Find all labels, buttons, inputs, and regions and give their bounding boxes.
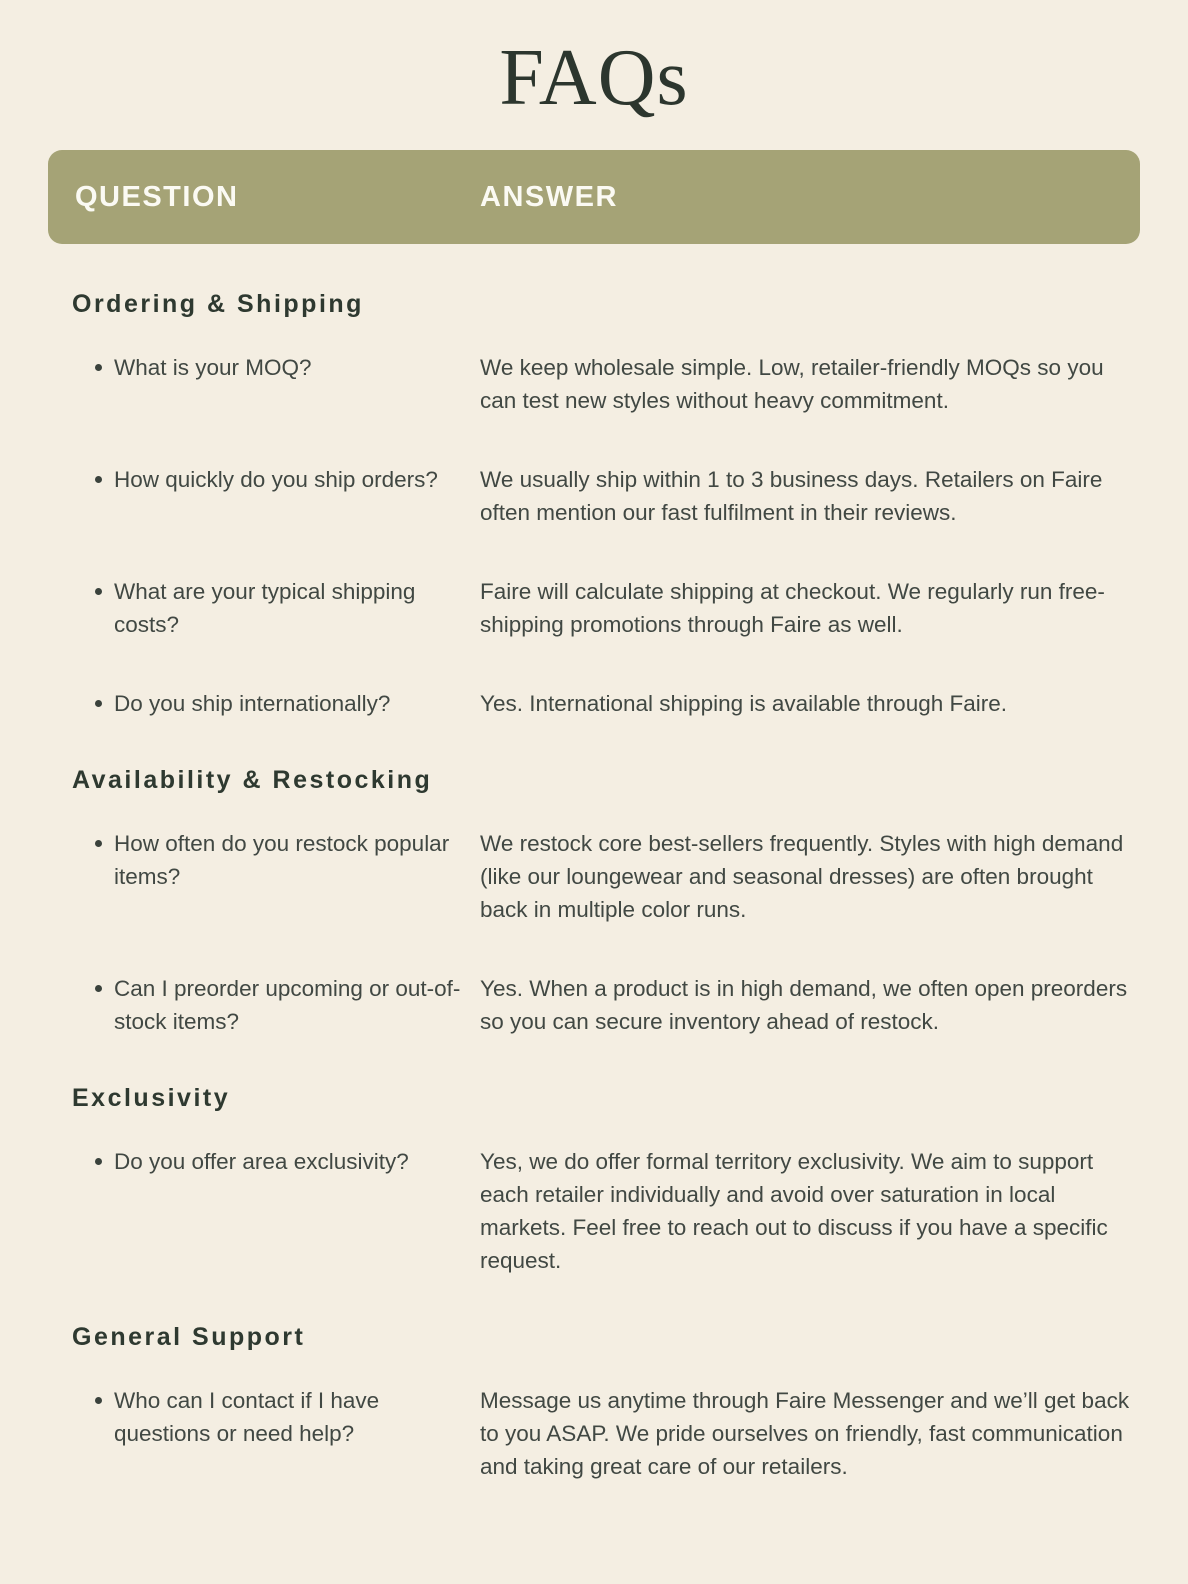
section-ordering-shipping	[48, 290, 1140, 720]
answer-cell	[480, 1384, 1140, 1483]
bullet-icon	[95, 1397, 102, 1404]
answer-text: Message us anytime through Faire Messenger and we’ll get back to you ASAP. We pride ourselves on friendly, fast communication and taking great care of our retailers.	[480, 1388, 1130, 1479]
qa-row	[48, 1384, 1140, 1483]
answer-cell	[480, 827, 1140, 926]
section-exclusivity	[48, 1084, 1140, 1277]
table-header-bar	[48, 150, 1140, 244]
question-text: How quickly do you ship orders?	[114, 467, 438, 492]
section-title: Availability & Restocking	[72, 766, 433, 794]
answer-text: We restock core best-sellers frequently. Styles with high demand (like our loungewear and seasonal dresses) are often brought back in multiple color runs.	[480, 831, 1124, 922]
bullet-icon	[95, 1158, 102, 1165]
question-cell	[48, 575, 480, 641]
bullet-icon	[95, 476, 102, 483]
qa-row	[48, 351, 1140, 417]
bullet-icon	[95, 588, 102, 595]
question-text: Who can I contact if I have questions or need help?	[114, 1388, 380, 1446]
answer-column-header: ANSWER	[480, 180, 618, 213]
answer-text: Yes. When a product is in high demand, we often open preorders so you can secure inventory ahead of restock.	[480, 976, 1128, 1034]
section-title: Exclusivity	[72, 1084, 231, 1112]
answer-text: We keep wholesale simple. Low, retailer-friendly MOQs so you can test new styles without heavy commitment.	[480, 355, 1104, 413]
answer-text: Yes, we do offer formal territory exclusivity. We aim to support each retailer individually and avoid over saturation in local markets. Feel free to reach out to discuss if you have a specific request.	[480, 1149, 1108, 1273]
question-text: How often do you restock popular items?	[114, 831, 450, 889]
section-title: General Support	[72, 1323, 306, 1351]
section-general-support	[48, 1323, 1140, 1483]
question-text: What is your MOQ?	[114, 355, 312, 380]
qa-row	[48, 463, 1140, 529]
question-text: Do you offer area exclusivity?	[114, 1149, 409, 1174]
answer-cell	[480, 687, 1140, 720]
answer-cell	[480, 1145, 1140, 1277]
question-cell	[48, 687, 480, 720]
answer-cell	[480, 463, 1140, 529]
answer-cell	[480, 972, 1140, 1038]
section-availability-restocking	[48, 766, 1140, 1038]
bullet-icon	[95, 700, 102, 707]
bullet-icon	[95, 985, 102, 992]
answer-cell	[480, 351, 1140, 417]
qa-row	[48, 1145, 1140, 1277]
bullet-icon	[95, 840, 102, 847]
section-title: Ordering & Shipping	[72, 290, 364, 318]
question-cell	[48, 972, 480, 1038]
bullet-icon	[95, 364, 102, 371]
question-column-header: QUESTION	[75, 180, 239, 213]
qa-row	[48, 687, 1140, 720]
question-text: Do you ship internationally?	[114, 691, 391, 716]
qa-row	[48, 972, 1140, 1038]
answer-text: Yes. International shipping is available through Faire.	[480, 691, 1008, 716]
question-cell	[48, 827, 480, 926]
answer-text: We usually ship within 1 to 3 business days. Retailers on Faire often mention our fast fulfilment in their reviews.	[480, 467, 1103, 525]
question-cell	[48, 463, 480, 529]
question-cell	[48, 351, 480, 417]
qa-row	[48, 575, 1140, 641]
question-cell	[48, 1145, 480, 1277]
answer-cell	[480, 575, 1140, 641]
page-title: FAQs	[499, 34, 689, 122]
question-text: What are your typical shipping costs?	[114, 579, 416, 637]
qa-row	[48, 827, 1140, 926]
answer-text: Faire will calculate shipping at checkout. We regularly run free-shipping promotions through Faire as well.	[480, 579, 1105, 637]
question-text: Can I preorder upcoming or out-of-stock items?	[114, 976, 461, 1034]
faq-content	[0, 290, 1188, 1483]
question-cell	[48, 1384, 480, 1483]
